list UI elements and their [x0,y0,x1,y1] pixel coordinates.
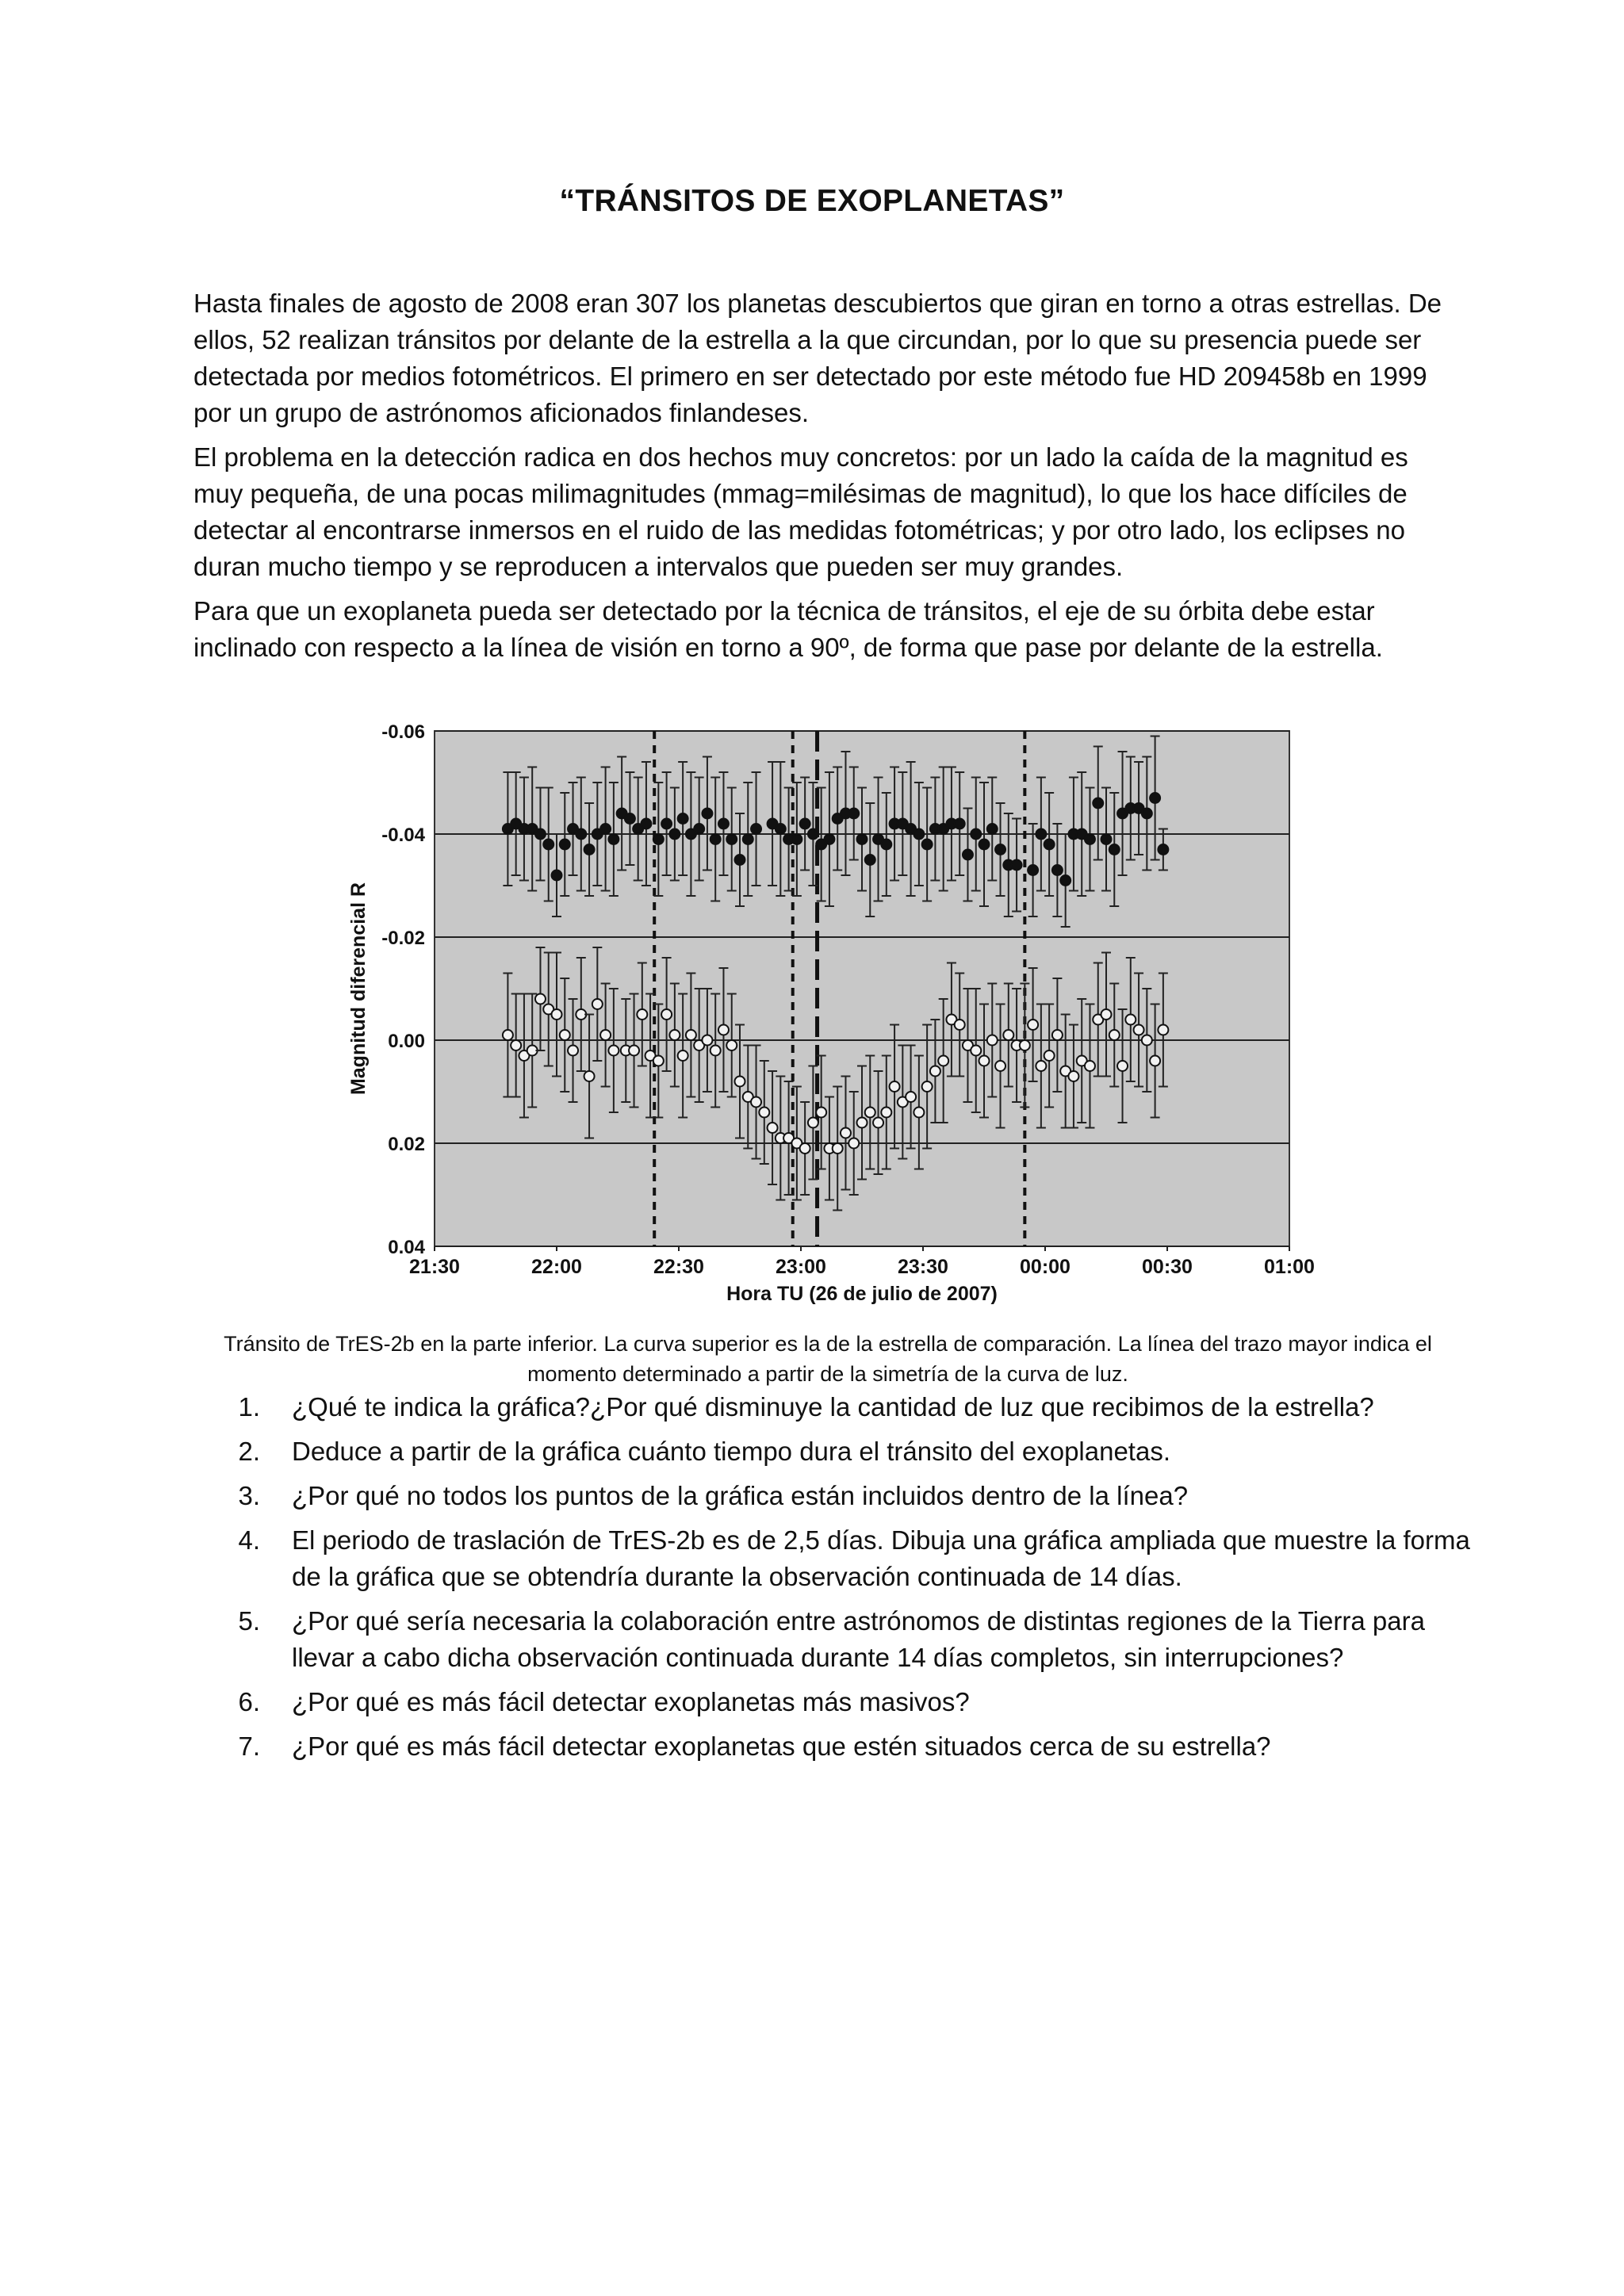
comparison-star-point [694,824,704,834]
transit-point [955,1020,965,1030]
x-tick-label: 00:00 [1020,1256,1071,1278]
transit-point [873,1118,883,1128]
comparison-star-point [1158,844,1168,855]
comparison-star-point [776,824,786,834]
transit-point [751,1097,761,1108]
transit-point [987,1035,998,1046]
paragraph: Hasta finales de agosto de 2008 eran 307 los planetas descubiertos que giran en torno a otras estrellas. De ellos, 52 realizan tránsitos por delante de la estrella a la que circundan, por lo que su presencia puede ser detectada por medios fotométricos. El primero en ser detectado por este método fue HD 209458b en 1999 por un grupo de astrónomos aficionados finlandeses. [193,289,1442,427]
transit-point [930,1066,940,1077]
comparison-star-point [641,819,651,829]
comparison-star-point [669,829,680,840]
transit-point [511,1040,521,1050]
transit-point [865,1108,875,1118]
y-tick-label: 0.02 [388,1134,425,1155]
transit-point [1003,1030,1013,1040]
transit-point [1134,1025,1144,1035]
y-tick-label: -0.04 [381,825,425,846]
transit-point [1085,1061,1095,1071]
transit-point [1125,1015,1136,1025]
comparison-star-point [1142,809,1152,819]
transit-point [710,1046,721,1056]
comparison-star-point [678,813,688,824]
transit-point [971,1046,981,1056]
transit-point [890,1081,900,1092]
question-item [193,1603,1478,1676]
transit-point [833,1143,843,1154]
comparison-star-point [576,829,586,840]
x-tick-label: 23:00 [776,1256,826,1278]
transit-point [1117,1061,1128,1071]
y-tick-label: 0.04 [388,1237,425,1258]
comparison-star-point [800,819,810,829]
comparison-star-point [1060,875,1071,886]
transit-point [1150,1056,1160,1066]
comparison-star-point [987,824,998,834]
x-axis-title: Hora TU (26 de julio de 2007) [726,1283,998,1305]
transit-point [800,1143,810,1154]
question-text: ¿Por qué no todos los puntos de la gráfica están incluidos dentro de la línea? [292,1481,1189,1510]
comparison-star-point [600,824,611,834]
comparison-star-point [702,809,712,819]
transit-point [702,1035,712,1046]
question-number: 6. [238,1687,260,1716]
comparison-star-point [710,834,721,844]
comparison-star-point [979,840,990,850]
transit-point [979,1056,990,1066]
comparison-star-point [1028,865,1038,875]
transit-point [857,1118,868,1128]
question-item [193,1478,1478,1514]
transit-point [995,1061,1005,1071]
transit-point [560,1030,570,1040]
transit-point [881,1108,891,1118]
question-text: ¿Qué te indica la gráfica?¿Por qué disminuye la cantidad de luz que recibimos de la estrella? [292,1392,1374,1422]
questions-list [193,1389,1478,1773]
transit-point [568,1046,578,1056]
question-item [193,1389,1478,1425]
transit-point [1052,1030,1063,1040]
transit-point [637,1009,647,1020]
comparison-star-point [751,824,761,834]
comparison-star-point [543,840,553,850]
comparison-star-point [1093,798,1103,809]
question-item [193,1684,1478,1720]
comparison-star-point [584,844,595,855]
transit-point [1068,1071,1078,1081]
y-tick-label: -0.02 [381,928,425,949]
x-tick-label: 00:30 [1142,1256,1193,1278]
comparison-star-point [726,834,737,844]
comparison-star-point [743,834,753,844]
comparison-star-point [1101,834,1112,844]
x-tick-label: 22:30 [653,1256,704,1278]
transit-point [678,1050,688,1061]
transit-point [1142,1035,1152,1046]
transit-point [938,1056,948,1066]
comparison-star-point [914,829,924,840]
transit-point [1028,1020,1038,1030]
comparison-star-point [608,834,619,844]
comparison-star-point [535,829,546,840]
comparison-star-point [824,834,834,844]
question-number: 1. [238,1392,260,1422]
comparison-star-point [995,844,1005,855]
transit-point [718,1025,729,1035]
transit-point [552,1009,562,1020]
comparison-star-point [955,819,965,829]
transit-point [906,1092,916,1102]
x-tick-label: 22:00 [531,1256,582,1278]
transit-point [503,1030,513,1040]
transit-point [686,1030,696,1040]
transit-point [535,994,546,1004]
transit-point [592,999,603,1009]
comparison-star-point [1036,829,1046,840]
y-tick-label: -0.06 [381,721,425,743]
question-number: 4. [238,1525,260,1555]
comparison-star-point [922,840,933,850]
transit-point [1036,1061,1046,1071]
light-curve-chart [333,714,1332,1324]
comparison-star-point [808,829,818,840]
question-text: ¿Por qué sería necesaria la colaboración entre astrónomos de distintas regiones de la Tierra para llevar a cabo dicha observación continuada durante 14 días completos, sin interrupciones? [292,1606,1425,1672]
transit-point [735,1077,745,1087]
comparison-star-point [848,809,859,819]
transit-point [726,1040,737,1050]
x-tick-label: 23:30 [898,1256,948,1278]
question-number: 5. [238,1606,260,1636]
transit-point [808,1118,818,1128]
question-number: 7. [238,1732,260,1761]
comparison-star-point [1085,834,1095,844]
comparison-star-point [1012,860,1022,871]
paragraph: Para que un exoplaneta pueda ser detectado por la técnica de tránsitos, el eje de su órbita debe estar inclinado con respecto a la línea de visión en torno a 90º, de forma que pase por delante de la estrella. [193,596,1383,662]
transit-point [759,1108,769,1118]
comparison-star-point [1109,844,1120,855]
transit-point [1109,1030,1120,1040]
figure-caption: Tránsito de TrES-2b en la parte inferior. La curva superior es la de la estrella de comparación. La línea del trazo mayor indica el momento determinado a partir de la simetría de la curva de luz. [224,1332,1432,1386]
comparison-star-point [865,855,875,865]
transit-point [1158,1025,1168,1035]
intro-text [193,285,1462,674]
transit-point [914,1108,924,1118]
question-item [193,1522,1478,1595]
transit-point [1101,1009,1112,1020]
question-number: 2. [238,1437,260,1466]
comparison-star-point [1044,840,1055,850]
comparison-star-point [661,819,672,829]
transit-point [922,1081,933,1092]
comparison-star-point [560,840,570,850]
x-tick-label: 21:30 [409,1256,460,1278]
transit-point [848,1138,859,1149]
question-item [193,1728,1478,1765]
transit-point [669,1030,680,1040]
comparison-star-point [857,834,868,844]
comparison-star-point [1150,793,1160,803]
question-item [193,1433,1478,1470]
comparison-star-point [552,871,562,881]
comparison-star-point [625,813,635,824]
comparison-star-point [971,829,981,840]
comparison-star-point [1052,865,1063,875]
comparison-star-point [735,855,745,865]
page-title: “TRÁNSITOS DE EXOPLANETAS” [559,184,1065,218]
transit-point [608,1046,619,1056]
transit-point [768,1123,778,1133]
transit-point [653,1056,664,1066]
question-text: ¿Por qué es más fácil detectar exoplanetas más masivos? [292,1687,970,1716]
x-tick-label: 01:00 [1264,1256,1315,1278]
question-text: Deduce a partir de la gráfica cuánto tiempo dura el tránsito del exoplanetas. [292,1437,1170,1466]
comparison-star-point [653,834,664,844]
transit-point [1020,1040,1030,1050]
transit-point [600,1030,611,1040]
transit-point [629,1046,639,1056]
comparison-star-point [718,819,729,829]
transit-point [1044,1050,1055,1061]
y-tick-label: 0.00 [388,1031,425,1052]
comparison-star-point [963,850,973,860]
transit-point [584,1071,595,1081]
question-text: ¿Por qué es más fácil detectar exoplanetas que estén situados cerca de su estrella? [292,1732,1271,1761]
chart-svg [333,714,1332,1324]
y-axis-title: Magnitud diferencial R [347,882,370,1096]
question-text: El periodo de traslación de TrES-2b es de 2,5 días. Dibuja una gráfica ampliada que muestre la forma de la gráfica que se obtendría durante la observación continuada de 14 días. [292,1525,1470,1591]
comparison-star-point [791,834,802,844]
transit-point [816,1108,826,1118]
comparison-star-point [881,840,891,850]
transit-point [841,1128,851,1138]
transit-point [661,1009,672,1020]
question-number: 3. [238,1481,260,1510]
paragraph: El problema en la detección radica en dos hechos muy concretos: por un lado la caída de la magnitud es muy pequeña, de una pocas milimagnitudes (mmag=milésimas de magnitud), lo que los hace difíciles de detectar al encontrarse inmersos en el ruido de las medidas fotométricas; y por otro lado, los eclipses no duran mucho tiempo y se reproducen a intervalos que pueden ser muy grandes. [193,442,1408,581]
